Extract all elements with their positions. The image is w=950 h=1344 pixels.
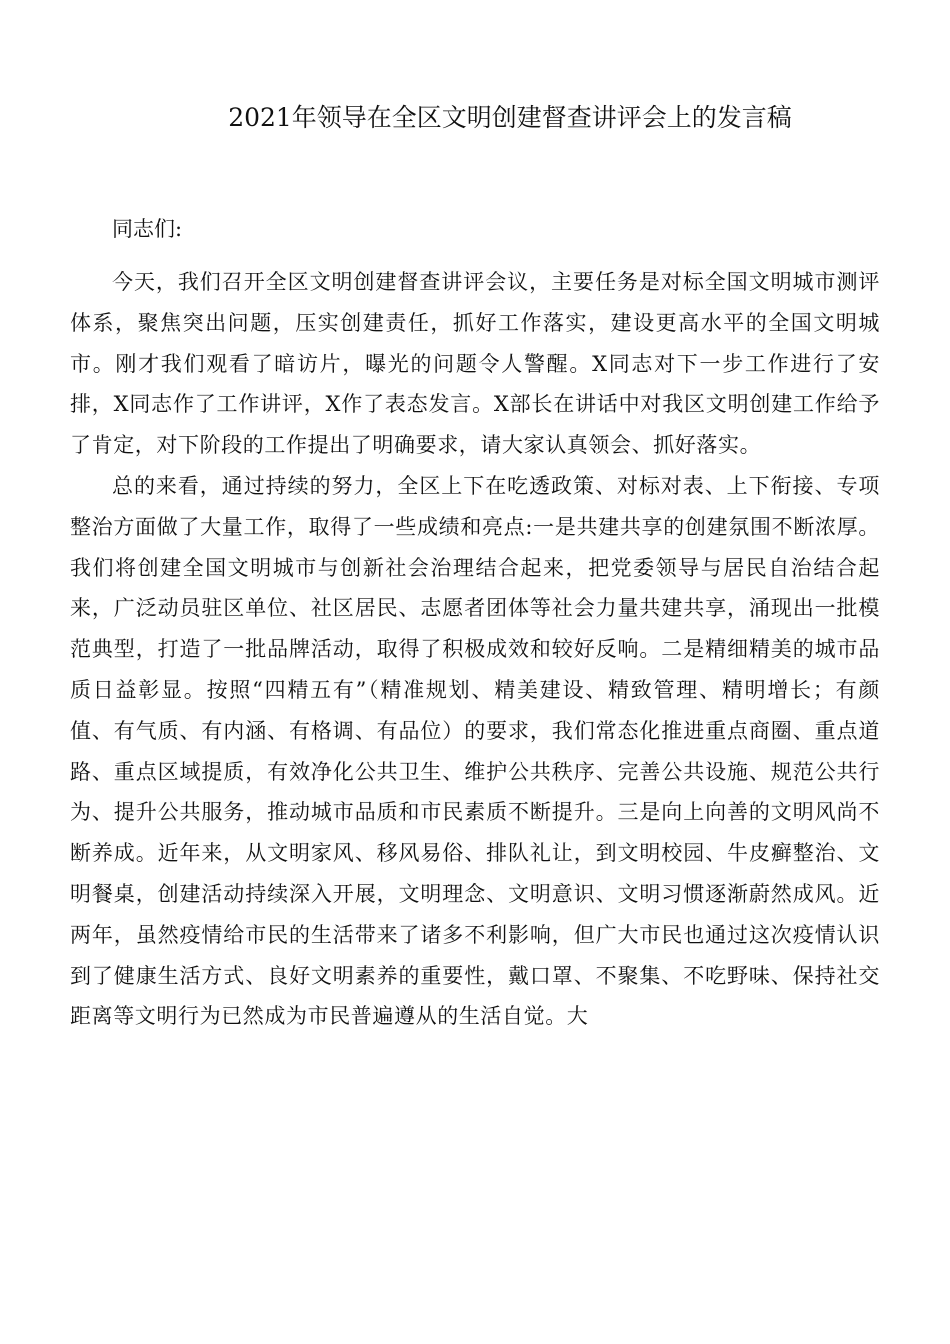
paragraph-summary: 总的来看，通过持续的努力，全区上下在吃透政策、对标对表、上下衔接、专项整治方面做了大量工作，取得了一些成绩和亮点:一是共建共享的创建氛围不断浓厚。我们将创建全国文明城市与创新社会治理结合起来，把党委领导与居民自治结合起来，广泛动员驻区单位、社区居民、志愿者团体等社会力量共建共享，涌现出一批模范典型，打造了一批品牌活动，取得了积极成效和较好反响。二是精细精美的城市品质日益彰显。按照“四精五有”（精准规划、精美建设、精致管理、精明增长；有颜值、有气质、有内涵、有格调、有品位）的要求，我们常态化推进重点商圈、重点道路、重点区域提质，有效净化公共卫生、维护公共秩序、完善公共设施、规范公共行为、提升公共服务，推动城市品质和市民素质不断提升。三是向上向善的文明风尚不断养成。近年来，从文明家风、移风易俗、排队礼让，到文明校园、牛皮癣整治、文明餐桌，创建活动持续深入开展，文明理念、文明意识、文明习惯逐渐蔚然成风。近两年，虽然疫情给市民的生活带来了诸多不利影响，但广大市民也通过这次疫情认识到了健康生活方式、良好文明素养的重要性，戴口罩、不聚集、不吃野味、保持社交距离等文明行为已然成为市民普遍遵从的生活自觉。大 (70, 473, 880, 1029)
document-title: 2021年领导在全区文明创建督查讲评会上的发言稿 (228, 103, 792, 132)
salutation: 同志们: (112, 217, 183, 241)
document-body (70, 262, 880, 1037)
paragraph-opening: 今天，我们召开全区文明创建督查讲评会议，主要任务是对标全国文明城市测评体系，聚焦突出问题，压实创建责任，抓好工作落实，建设更高水平的全国文明城市。刚才我们观看了暗访片，曝光的问题令人警醒。X同志对下一步工作进行了安排，X同志作了工作讲评，X作了表态发言。X部长在讲话中对我区文明创建工作给予了肯定，对下阶段的工作提出了明确要求，请大家认真领会、抓好落实。 (70, 270, 880, 458)
